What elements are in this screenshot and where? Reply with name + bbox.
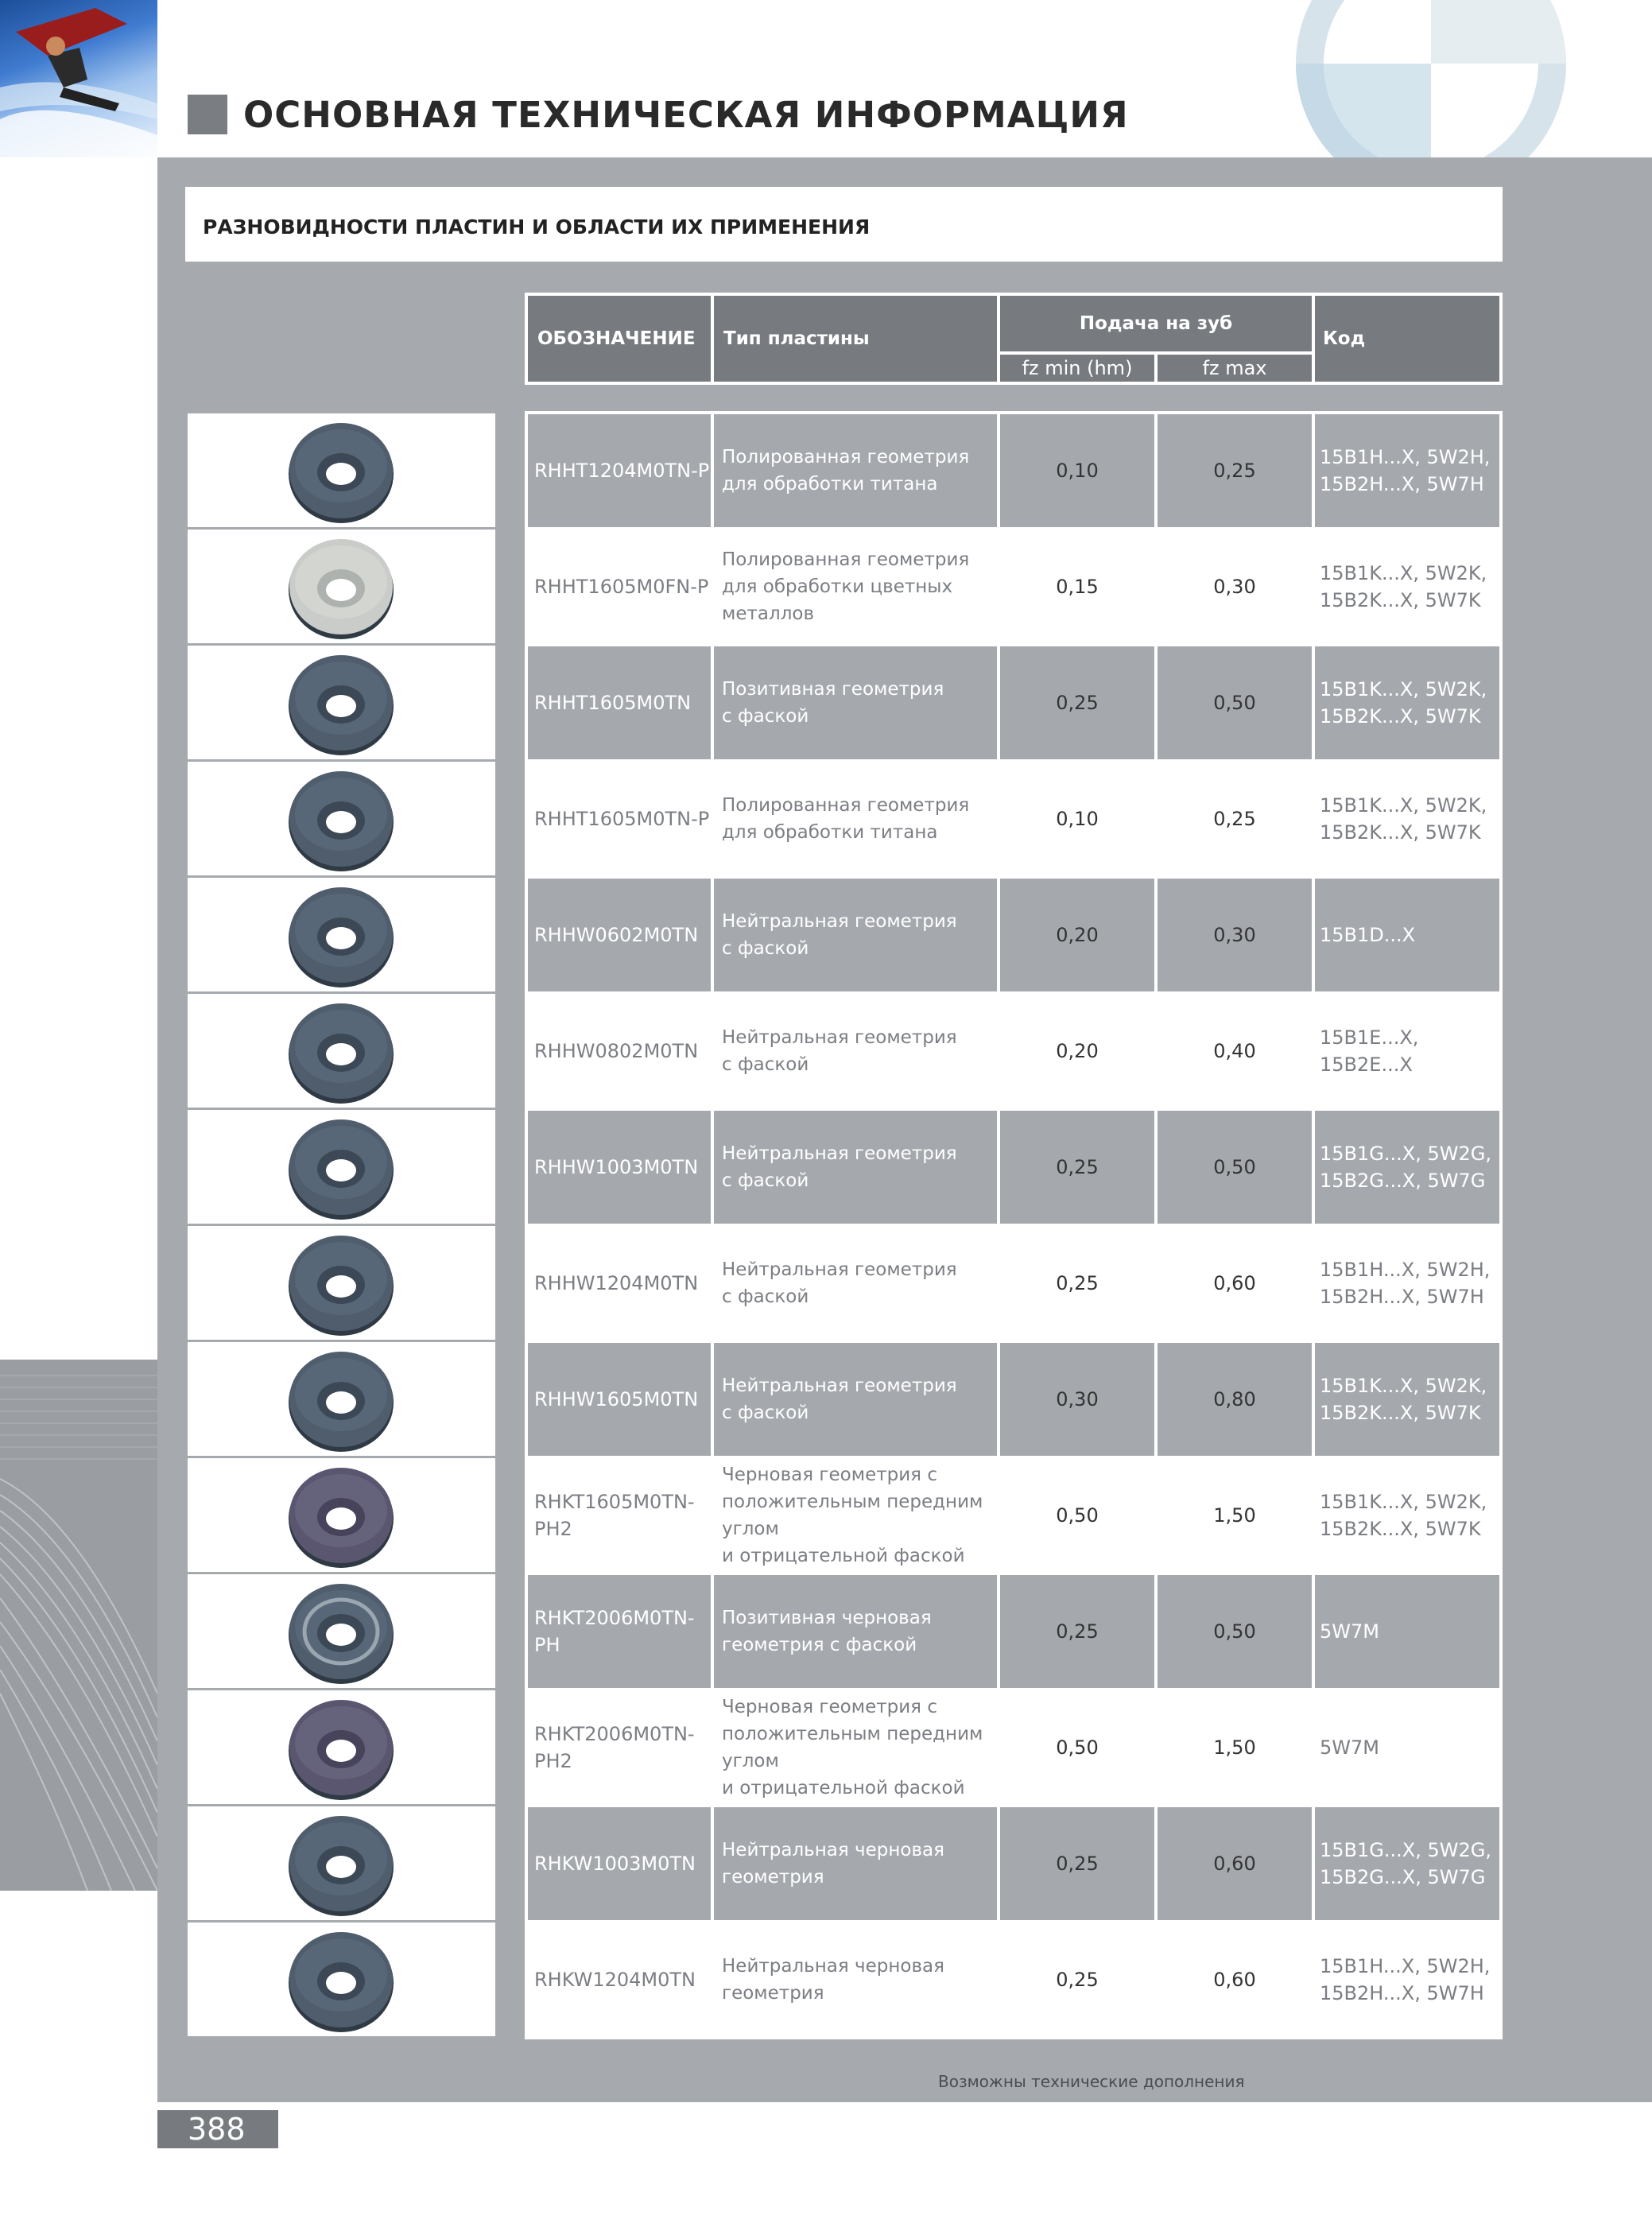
cell-fz-max: 0,50 [1158, 1575, 1312, 1688]
cell-designation: RHHW1003M0TN [528, 1111, 711, 1224]
insert-image [188, 1574, 495, 1688]
header-code: Код [1315, 296, 1499, 382]
table-row [525, 1575, 1503, 1691]
header-feed: Подача на зуб [1000, 296, 1312, 351]
footer-note: Возможны технические дополнения [938, 2072, 1245, 2091]
insert-image [188, 1110, 495, 1224]
cell-fz-max: 0,30 [1158, 530, 1312, 643]
insert-image [188, 994, 495, 1108]
cell-designation: RHHT1204M0TN-P [528, 414, 711, 527]
cell-fz-max: 0,60 [1158, 1807, 1312, 1920]
cell-designation: RHHT1605M0TN [528, 646, 711, 759]
cell-code: 15B1K...X, 5W2K, 15B2K...X, 5W7K [1315, 1459, 1499, 1572]
table-row [525, 1227, 1503, 1343]
header-fz-max: fz max [1158, 355, 1312, 382]
round-insert-icon [188, 1342, 495, 1456]
header-type: Тип пластины [714, 296, 997, 382]
cell-type: Полированная геометрия для обработки титана [714, 414, 997, 527]
cell-fz-min: 0,25 [1000, 1807, 1154, 1920]
cell-fz-max: 0,80 [1158, 1343, 1312, 1456]
title-marker [188, 95, 227, 134]
insert-image [188, 530, 495, 643]
cell-designation: RHKT1605M0TN- PH2 [528, 1459, 711, 1572]
corner-photo [0, 0, 157, 157]
page-title: ОСНОВНАЯ ТЕХНИЧЕСКАЯ ИНФОРМАЦИЯ [243, 94, 1129, 136]
table-row [525, 879, 1503, 995]
round-insert-icon [188, 762, 495, 875]
cell-fz-min: 0,25 [1000, 1111, 1154, 1224]
insert-image [188, 1226, 495, 1340]
inserts-table [525, 411, 1503, 2039]
round-insert-icon [188, 413, 495, 527]
table-row [525, 1807, 1503, 1923]
round-insert-icon [188, 1226, 495, 1340]
table-header [525, 293, 1503, 385]
cell-code: 15B1G...X, 5W2G, 15B2G...X, 5W7G [1315, 1807, 1499, 1920]
table-row [525, 1923, 1503, 2039]
cell-type: Позитивная черновая геометрия с фаской [714, 1575, 997, 1688]
round-insert-icon [188, 994, 495, 1108]
cell-designation: RHKT2006M0TN- PH2 [528, 1691, 711, 1804]
round-insert-icon [188, 1574, 495, 1688]
cell-type: Позитивная геометрия с фаской [714, 646, 997, 759]
round-insert-icon [188, 878, 495, 991]
cell-fz-max: 0,60 [1158, 1227, 1312, 1340]
cell-type: Нейтральная черновая геометрия [714, 1923, 997, 2036]
table-row [525, 1111, 1503, 1227]
cell-fz-max: 0,50 [1158, 1111, 1312, 1224]
cell-designation: RHHW0802M0TN [528, 995, 711, 1108]
cell-fz-max: 0,50 [1158, 646, 1312, 759]
cell-code: 15B1G...X, 5W2G, 15B2G...X, 5W7G [1315, 1111, 1499, 1224]
cell-fz-max: 0,60 [1158, 1923, 1312, 2036]
section-header [185, 187, 1503, 262]
insert-image [188, 1342, 495, 1456]
cell-fz-min: 0,20 [1000, 879, 1154, 991]
cell-fz-min: 0,50 [1000, 1691, 1154, 1804]
cell-code: 15B1H...X, 5W2H, 15B2H...X, 5W7H [1315, 414, 1499, 527]
round-insert-icon [188, 646, 495, 759]
cell-fz-min: 0,20 [1000, 995, 1154, 1108]
cell-type: Полированная геометрия для обработки цветных металлов [714, 530, 997, 643]
insert-image [188, 646, 495, 759]
cell-fz-max: 0,25 [1158, 762, 1312, 875]
round-insert-icon [188, 1806, 495, 1920]
cell-type: Полированная геометрия для обработки титана [714, 762, 997, 875]
insert-image [188, 1806, 495, 1920]
insert-image [188, 413, 495, 527]
cell-fz-min: 0,10 [1000, 762, 1154, 875]
table-row [525, 414, 1503, 530]
cell-designation: RHKT2006M0TN- PH [528, 1575, 711, 1688]
table-row [525, 530, 1503, 646]
cell-code: 5W7M [1315, 1691, 1499, 1804]
cell-code: 15B1K...X, 5W2K, 15B2K...X, 5W7K [1315, 530, 1499, 643]
cell-type: Нейтральная черновая геометрия [714, 1807, 997, 1920]
insert-image [188, 1458, 495, 1572]
cell-type: Черновая геометрия с положительным передним углом и отрицательной фаской [714, 1691, 997, 1804]
cell-code: 15B1D...X [1315, 879, 1499, 991]
header-designation: ОБОЗНАЧЕНИЕ [528, 296, 711, 382]
insert-image [188, 762, 495, 875]
cell-designation: RHKW1003M0TN [528, 1807, 711, 1920]
cell-type: Нейтральная геометрия с фаской [714, 1343, 997, 1456]
round-insert-icon [188, 1923, 495, 2036]
table-row [525, 762, 1503, 879]
cell-code: 15B1K...X, 5W2K, 15B2K...X, 5W7K [1315, 646, 1499, 759]
cell-code: 15B1K...X, 5W2K, 15B2K...X, 5W7K [1315, 762, 1499, 875]
cell-designation: RHHW0602M0TN [528, 879, 711, 991]
cell-fz-max: 1,50 [1158, 1459, 1312, 1572]
cell-fz-min: 0,25 [1000, 1923, 1154, 2036]
round-insert-icon [188, 1458, 495, 1572]
cell-fz-max: 1,50 [1158, 1691, 1312, 1804]
insert-image [188, 1923, 495, 2036]
cell-designation: RHHW1204M0TN [528, 1227, 711, 1340]
round-insert-icon [188, 530, 495, 643]
table-row [525, 1691, 1503, 1807]
round-insert-icon [188, 1690, 495, 1804]
cell-code: 5W7M [1315, 1575, 1499, 1688]
cell-fz-max: 0,40 [1158, 995, 1312, 1108]
cell-code: 15B1H...X, 5W2H, 15B2H...X, 5W7H [1315, 1227, 1499, 1340]
cell-fz-min: 0,25 [1000, 1575, 1154, 1688]
cell-code: 15B1K...X, 5W2K, 15B2K...X, 5W7K [1315, 1343, 1499, 1456]
cell-designation: RHHW1605M0TN [528, 1343, 711, 1456]
cell-fz-max: 0,25 [1158, 414, 1312, 527]
cell-code: 15B1H...X, 5W2H, 15B2H...X, 5W7H [1315, 1923, 1499, 2036]
insert-image [188, 878, 495, 991]
cell-fz-min: 0,25 [1000, 1227, 1154, 1340]
cell-fz-min: 0,15 [1000, 530, 1154, 643]
cell-fz-min: 0,30 [1000, 1343, 1154, 1456]
section-title: РАЗНОВИДНОСТИ ПЛАСТИН И ОБЛАСТИ ИХ ПРИМЕНЕНИЯ [203, 215, 871, 239]
cell-type: Нейтральная геометрия с фаской [714, 879, 997, 991]
table-row [525, 1343, 1503, 1459]
insert-image [188, 1690, 495, 1804]
header-fz-min: fz min (hm) [1000, 355, 1154, 382]
cell-code: 15B1E...X, 15B2E...X [1315, 995, 1499, 1108]
table-row [525, 995, 1503, 1111]
cell-type: Черновая геометрия с положительным передним углом и отрицательной фаской [714, 1459, 997, 1572]
table-row [525, 646, 1503, 762]
cell-fz-min: 0,25 [1000, 646, 1154, 759]
table-row [525, 1459, 1503, 1575]
cell-designation: RHKW1204M0TN [528, 1923, 711, 2036]
page-number: 388 [188, 2112, 246, 2147]
decorative-wave-graphic [0, 1360, 157, 1891]
cell-designation: RHHT1605M0FN-P [528, 530, 711, 643]
cell-type: Нейтральная геометрия с фаской [714, 1227, 997, 1340]
cell-fz-min: 0,50 [1000, 1459, 1154, 1572]
cell-fz-max: 0,30 [1158, 879, 1312, 991]
cell-designation: RHHT1605M0TN-P [528, 762, 711, 875]
round-insert-icon [188, 1110, 495, 1224]
cell-type: Нейтральная геометрия с фаской [714, 1111, 997, 1224]
cell-fz-min: 0,10 [1000, 414, 1154, 527]
cell-type: Нейтральная геометрия с фаской [714, 995, 997, 1108]
